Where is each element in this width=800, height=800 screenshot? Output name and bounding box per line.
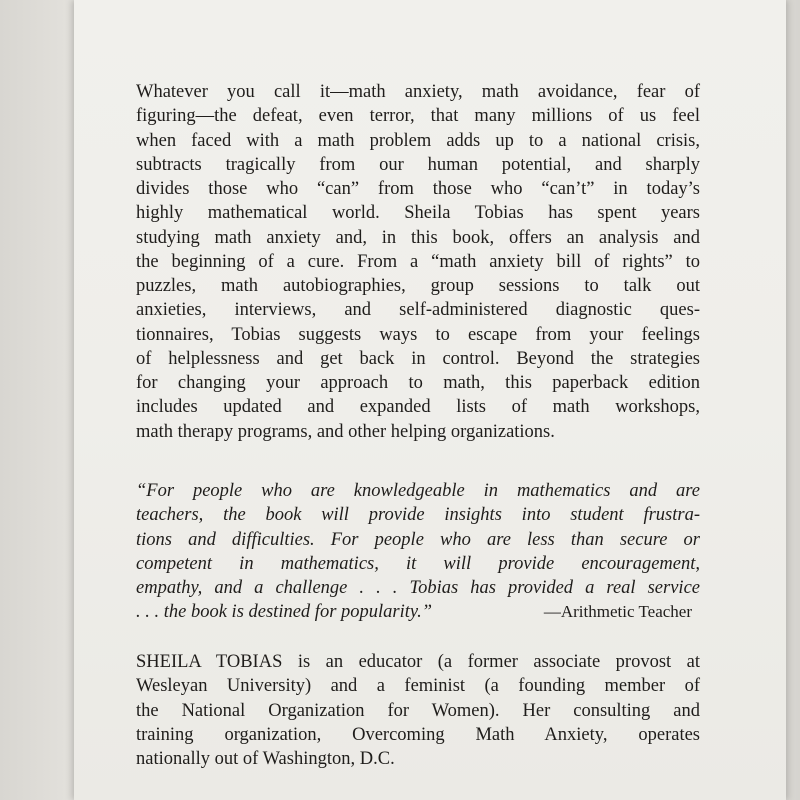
quote-line: “For people who are knowledgeable in mathematics and are [136, 481, 700, 501]
blurb-line: puzzles, math autobiographies, group sessions to talk out [136, 276, 700, 296]
blurb-line: Whatever you call it—math anxiety, math avoidance, fear of [136, 82, 700, 102]
blurb-line: divides those who “can” from those who “can’t” in today’s [136, 179, 700, 199]
bio-line: training organization, Overcoming Math Anxiety, operates [136, 724, 700, 745]
blurb-line: includes updated and expanded lists of math workshops, [136, 397, 700, 418]
book-blurb [136, 80, 700, 444]
blurb-line: when faced with a math problem adds up to a national crisis, [136, 130, 700, 151]
bio-line: Wesleyan University) and a feminist (a founding member of [136, 676, 700, 697]
blurb-line: the beginning of a cure. From a “math anxiety bill of rights” to [136, 251, 700, 272]
bio-line: nationally out of Washington, D.C. [136, 749, 395, 769]
blurb-line: of helplessness and get back in control. Beyond the strategies [136, 348, 700, 369]
quote-line: teachers, the book will provide insights into student frustra- [136, 505, 700, 526]
quote-line: . . . the book is destined for popularity.” [136, 602, 432, 623]
quote-attribution: —Arithmetic Teacher [543, 602, 692, 622]
review-quote [136, 479, 700, 625]
quote-line: tions and difficulties. For people who are less than secure or [136, 529, 700, 550]
blurb-line: studying math anxiety and, in this book, offers an analysis and [136, 227, 700, 248]
bio-line: SHEILA TOBIAS is an educator (a former associate provost at [136, 652, 700, 672]
blurb-line: tionnaires, Tobias suggests ways to escape from your feelings [136, 324, 700, 345]
bio-line: the National Organization for Women). Her consulting and [136, 700, 700, 721]
quote-line: empathy, and a challenge . . . Tobias has provided a real service [136, 578, 700, 598]
quote-final-line [136, 600, 700, 624]
blurb-line: anxieties, interviews, and self-administered diagnostic ques- [136, 300, 700, 321]
quote-line: competent in mathematics, it will provide encouragement, [136, 553, 700, 574]
blurb-line: for changing your approach to math, this paperback edition [136, 373, 700, 393]
blurb-line: figuring—the defeat, even terror, that many millions of us feel [136, 106, 700, 127]
blurb-line: math therapy programs, and other helping organizations. [136, 421, 555, 442]
blurb-line: highly mathematical world. Sheila Tobias has spent years [136, 203, 700, 224]
blurb-line: subtracts tragically from our human potential, and sharply [136, 154, 700, 175]
author-bio [136, 650, 700, 771]
